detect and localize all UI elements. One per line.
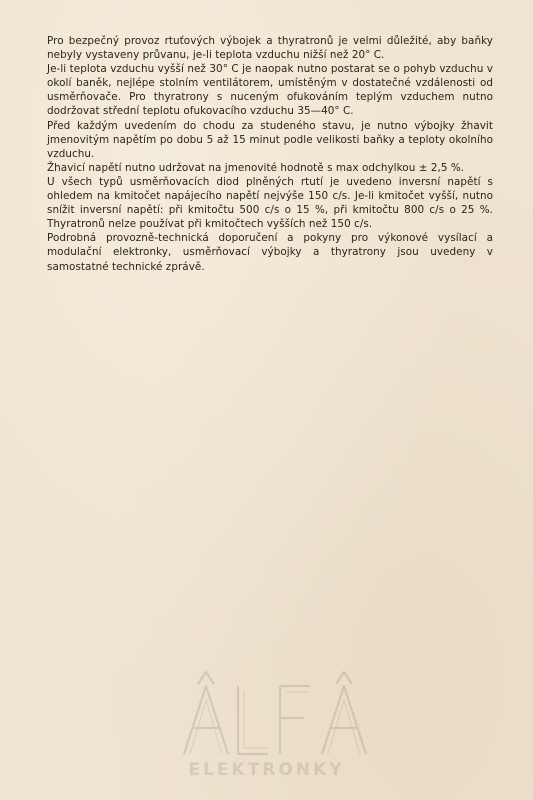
- watermark: [0, 668, 533, 788]
- paragraph-2: Je-li teplota vzduchu vyšší než 30° C je naopak nutno postarat se o pohyb vzduchu v okolí baněk, nejlépe stolním ventilátorem, umístěným v dostatečné vzdálenosti od usměrňovače. Pro thyratrony s nuceným ofukováním teplým vzduchem nutno dodržovat střední teplotu ofukovacího vzduchu 35—40° C.: [47, 63, 493, 118]
- paragraph-1: Pro bezpečný provoz rtuťových výbojek a thyratronů je velmi důležité, aby baňky nebyly vystaveny průvanu, je-li teplota vzduchu nižší než 20° C.: [47, 35, 493, 62]
- body-text: [47, 34, 493, 274]
- watermark-text: ELEKTRONKY: [188, 760, 345, 780]
- paragraph-4: Žhavicí napětí nutno udržovat na jmenovité hodnotě s max odchylkou ± 2,5 %.: [47, 161, 465, 174]
- paragraph-5: U všech typů usměrňovacích diod plněných rtutí je uvedeno inversní napětí s ohledem na kmitočet napájecího napětí nejvýše 150 c/s. Je-li kmitočet vyšší, nutno snížit inversní napětí: při kmitočtu 500 c/s o 15 %, při kmitočtu 800 c/s o 25 %. Thyratronů nelze používat při kmitočtech vyšších než 150 c/s.: [47, 175, 493, 231]
- alfa-logo-watermark: [176, 668, 376, 758]
- paragraph-6: Podrobná provozně-technická doporučení a pokyny pro výkonové vysílací a modulační elektronky, usměrňovací výbojky a thyratrony jsou uvedeny v samostatné technické zprávě.: [47, 232, 493, 273]
- paragraph-3: Před každým uvedením do chodu za studeného stavu, je nutno výbojky žhavit jmenovitým napětím po dobu 5 až 15 minut podle velikosti baňky a teploty okolního vzduchu.: [47, 119, 493, 160]
